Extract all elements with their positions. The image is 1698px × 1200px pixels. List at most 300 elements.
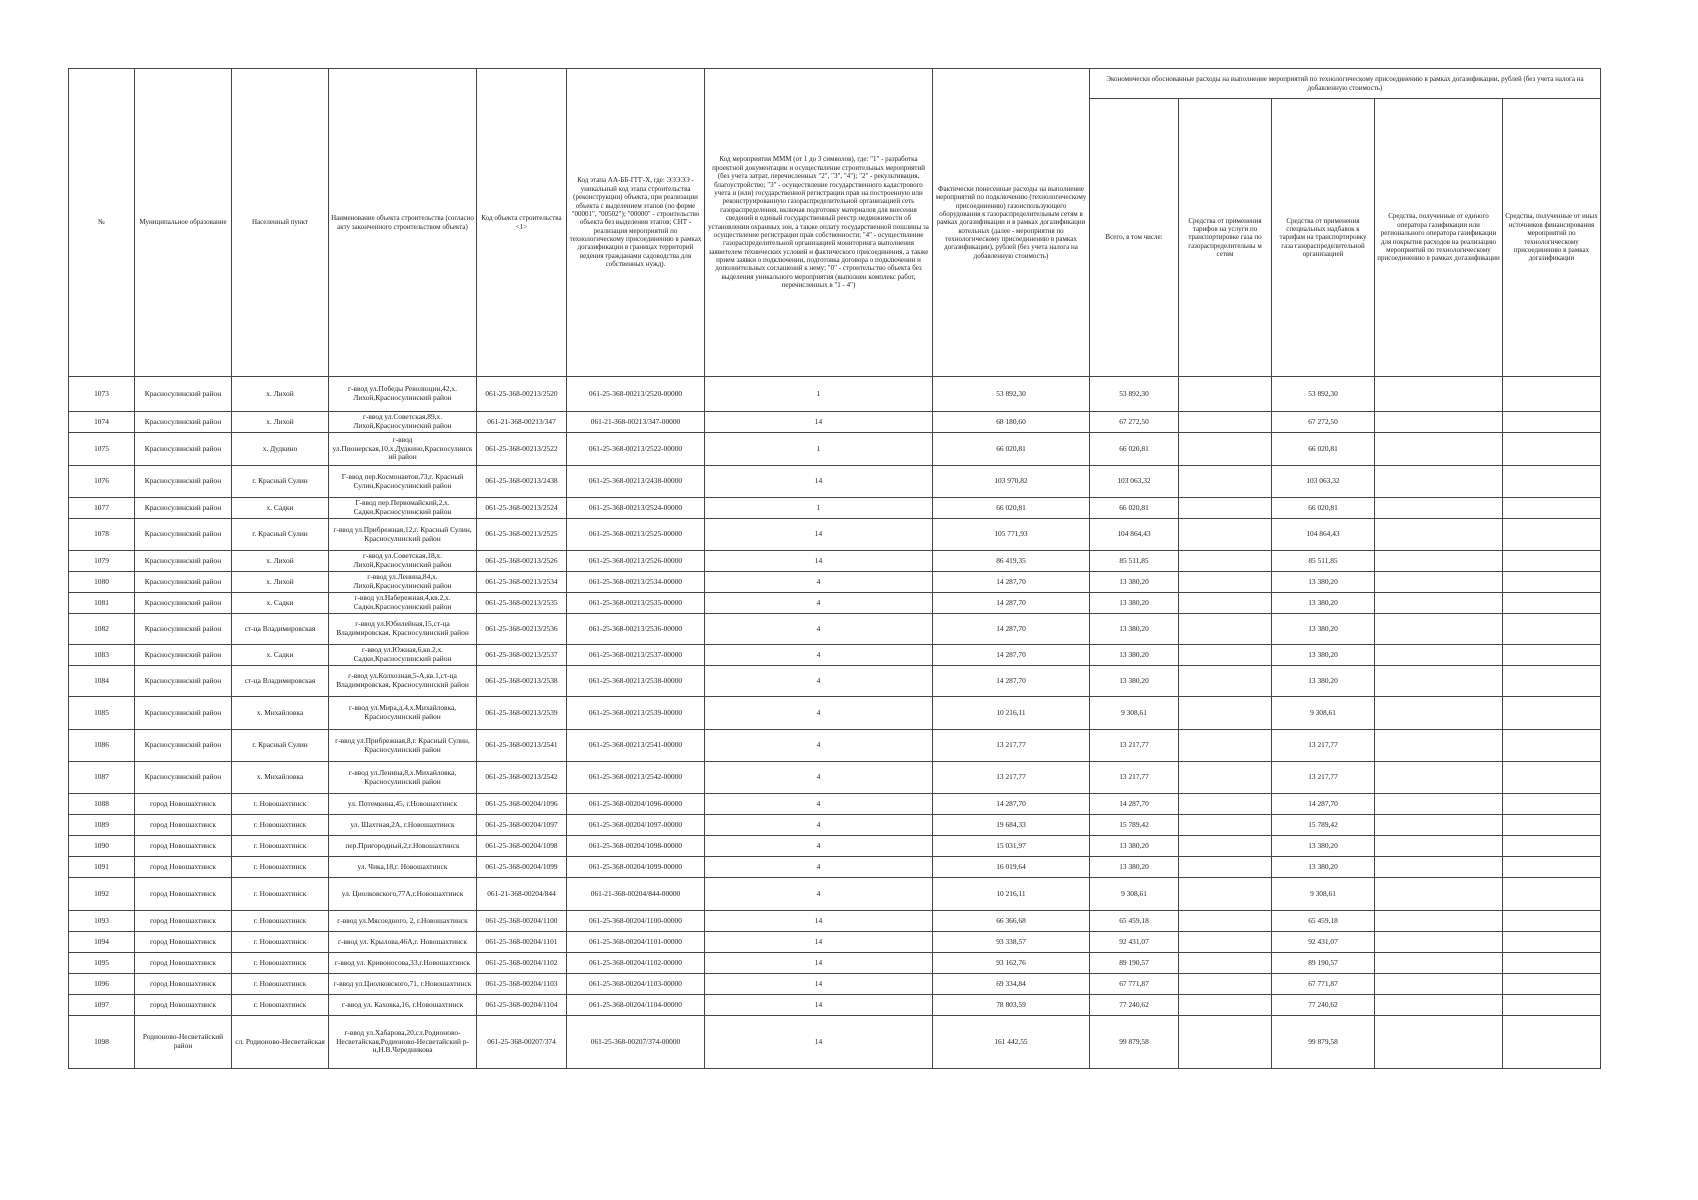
cell-no: 1094	[69, 932, 135, 953]
cell-actual-costs: 19 684,33	[933, 815, 1090, 836]
cell-tariff-funds	[1179, 974, 1272, 995]
cell-object-name: г-ввод ул.Мясоедного, 2, г.Новошахтинск	[329, 911, 477, 932]
cell-total: 13 380,20	[1090, 614, 1179, 645]
cell-actual-costs: 66 020,81	[933, 433, 1090, 466]
cell-stage-code: 061-25-368-00204/1096-00000	[567, 794, 705, 815]
cell-other-funds	[1503, 572, 1601, 593]
cell-total: 13 380,20	[1090, 645, 1179, 666]
cell-no: 1085	[69, 697, 135, 730]
cell-tariff-funds	[1179, 645, 1272, 666]
cell-municipality: город Новошахтинск	[135, 932, 232, 953]
cell-no: 1080	[69, 572, 135, 593]
header-actual-costs: Фактически понесенные расходы на выполнение мероприятий по подключению (технологическому присоединению) газоиспользующего оборудования к газораспределительным сетям в рамках догазификации и в рамках догазификации котельных (далее - мероприятия по технологическому присоединению в рамках догазификации), рублей (без учета налога на добавленную стоимость)	[933, 69, 1090, 377]
cell-actual-costs: 66 020,81	[933, 498, 1090, 519]
cell-tariff-funds	[1179, 932, 1272, 953]
cell-surcharge-funds: 77 240,62	[1272, 995, 1375, 1016]
cell-other-funds	[1503, 932, 1601, 953]
cell-operator-funds	[1375, 412, 1503, 433]
cell-object-code: 061-25-368-00213/2520	[477, 377, 567, 412]
cell-object-name: ул. Шахтная,2А, г.Новошахтинск	[329, 815, 477, 836]
cell-tariff-funds	[1179, 377, 1272, 412]
cell-operator-funds	[1375, 593, 1503, 614]
header-tariff-funds: Средства от применения тарифов на услуги по транспортировке газа по газораспределительны м сетям	[1179, 99, 1272, 377]
cell-stage-code: 061-25-368-00204/1104-00000	[567, 995, 705, 1016]
cell-object-code: 061-25-368-00204/1098	[477, 836, 567, 857]
cell-no: 1098	[69, 1016, 135, 1069]
cell-actual-costs: 69 334,84	[933, 974, 1090, 995]
cell-surcharge-funds: 67 272,50	[1272, 412, 1375, 433]
cell-total: 13 380,20	[1090, 836, 1179, 857]
cell-operator-funds	[1375, 762, 1503, 794]
cell-tariff-funds	[1179, 762, 1272, 794]
table-row	[69, 857, 1601, 878]
cell-event-code: 4	[705, 593, 933, 614]
cell-operator-funds	[1375, 836, 1503, 857]
cell-object-name: г-ввод ул.Советская,18,х. Лихой,Красносулинский район	[329, 551, 477, 572]
cell-municipality: Красносулинский район	[135, 645, 232, 666]
table-row	[69, 974, 1601, 995]
cell-municipality: Родионово-Несветайский район	[135, 1016, 232, 1069]
cell-object-name: ул. Чика,18,г. Новошахтинск	[329, 857, 477, 878]
cell-surcharge-funds: 99 879,58	[1272, 1016, 1375, 1069]
cell-settlement: г. Новошахтинск	[232, 815, 329, 836]
cell-other-funds	[1503, 498, 1601, 519]
header-no: №	[69, 69, 135, 377]
cell-object-name: г-ввод ул.Юбилейная,15,ст-ца Владимировская, Красносулинский район	[329, 614, 477, 645]
cell-operator-funds	[1375, 614, 1503, 645]
cell-no: 1097	[69, 995, 135, 1016]
cell-settlement: г. Новошахтинск	[232, 953, 329, 974]
cell-other-funds	[1503, 666, 1601, 697]
cell-municipality: Красносулинский район	[135, 551, 232, 572]
cell-actual-costs: 68 180,60	[933, 412, 1090, 433]
cell-no: 1074	[69, 412, 135, 433]
cell-object-name: ул. Циолковского,77А,г.Новошахтинск	[329, 878, 477, 911]
cell-settlement: х. Садки	[232, 645, 329, 666]
cell-total: 77 240,62	[1090, 995, 1179, 1016]
cell-other-funds	[1503, 995, 1601, 1016]
cell-other-funds	[1503, 377, 1601, 412]
header-surcharge-funds: Средства от применения специальных надбавок к тарифам на транспортировку газа газораспределительной организацией	[1272, 99, 1375, 377]
cell-settlement: х. Садки	[232, 498, 329, 519]
cell-operator-funds	[1375, 645, 1503, 666]
cell-total: 92 431,07	[1090, 932, 1179, 953]
cell-municipality: город Новошахтинск	[135, 878, 232, 911]
cell-municipality: Красносулинский район	[135, 593, 232, 614]
cell-other-funds	[1503, 645, 1601, 666]
cell-other-funds	[1503, 614, 1601, 645]
cell-total: 13 217,77	[1090, 730, 1179, 762]
cell-operator-funds	[1375, 932, 1503, 953]
cell-event-code: 14	[705, 519, 933, 551]
cell-no: 1084	[69, 666, 135, 697]
cell-municipality: Красносулинский район	[135, 377, 232, 412]
table-row	[69, 412, 1601, 433]
cell-operator-funds	[1375, 666, 1503, 697]
cell-total: 67 272,50	[1090, 412, 1179, 433]
cell-object-code: 061-21-368-00213/347	[477, 412, 567, 433]
cell-total: 66 020,81	[1090, 498, 1179, 519]
cell-stage-code: 061-25-368-00204/1101-00000	[567, 932, 705, 953]
cell-tariff-funds	[1179, 593, 1272, 614]
cell-municipality: Красносулинский район	[135, 762, 232, 794]
cell-stage-code: 061-25-368-00213/2539-00000	[567, 697, 705, 730]
cell-actual-costs: 105 771,93	[933, 519, 1090, 551]
cell-tariff-funds	[1179, 466, 1272, 498]
cell-object-name: г-ввод ул.Мира,д.4,х.Михайловка, Красносулинский район	[329, 697, 477, 730]
cell-actual-costs: 14 287,70	[933, 666, 1090, 697]
cell-settlement: г. Красный Сулин	[232, 466, 329, 498]
cell-event-code: 4	[705, 878, 933, 911]
cell-municipality: Красносулинский район	[135, 519, 232, 551]
cell-actual-costs: 10 216,11	[933, 878, 1090, 911]
cell-stage-code: 061-25-368-00213/2524-00000	[567, 498, 705, 519]
cell-no: 1075	[69, 433, 135, 466]
cell-municipality: Красносулинский район	[135, 498, 232, 519]
cell-actual-costs: 161 442,55	[933, 1016, 1090, 1069]
cell-total: 9 308,61	[1090, 697, 1179, 730]
cell-operator-funds	[1375, 794, 1503, 815]
cell-surcharge-funds: 15 789,42	[1272, 815, 1375, 836]
table-row	[69, 498, 1601, 519]
cell-surcharge-funds: 103 063,32	[1272, 466, 1375, 498]
cell-object-code: 061-25-368-00213/2438	[477, 466, 567, 498]
cell-municipality: Красносулинский район	[135, 697, 232, 730]
cell-tariff-funds	[1179, 730, 1272, 762]
cell-object-code: 061-25-368-00213/2536	[477, 614, 567, 645]
cell-no: 1092	[69, 878, 135, 911]
cell-object-name: г-ввод ул.Победы Революции,42,х. Лихой,Красносулинский район	[329, 377, 477, 412]
cell-object-code: 061-25-368-00213/2539	[477, 697, 567, 730]
cell-actual-costs: 93 162,76	[933, 953, 1090, 974]
table-row	[69, 911, 1601, 932]
cell-event-code: 14	[705, 974, 933, 995]
cell-object-code: 061-25-368-00213/2537	[477, 645, 567, 666]
cell-surcharge-funds: 13 217,77	[1272, 762, 1375, 794]
header-settlement: Населенный пункт	[232, 69, 329, 377]
cell-no: 1079	[69, 551, 135, 572]
cell-event-code: 1	[705, 377, 933, 412]
cell-operator-funds	[1375, 995, 1503, 1016]
cell-total: 53 892,30	[1090, 377, 1179, 412]
cell-stage-code: 061-25-368-00213/2522-00000	[567, 433, 705, 466]
cell-actual-costs: 66 366,68	[933, 911, 1090, 932]
cell-no: 1089	[69, 815, 135, 836]
cell-object-code: 061-25-368-00204/1099	[477, 857, 567, 878]
cell-event-code: 1	[705, 498, 933, 519]
cell-operator-funds	[1375, 498, 1503, 519]
cell-surcharge-funds: 104 864,43	[1272, 519, 1375, 551]
cell-object-name: г-ввод ул. Каховка,16, г.Новошахтинск	[329, 995, 477, 1016]
cell-other-funds	[1503, 974, 1601, 995]
cell-no: 1081	[69, 593, 135, 614]
cell-operator-funds	[1375, 377, 1503, 412]
cell-object-code: 061-25-368-00213/2525	[477, 519, 567, 551]
cell-object-name: г-ввод ул.Набережная,4,кв.2,х. Садки,Красносулинский район	[329, 593, 477, 614]
cell-municipality: город Новошахтинск	[135, 794, 232, 815]
header-municipality: Муниципальное образование	[135, 69, 232, 377]
cell-stage-code: 061-25-368-00213/2534-00000	[567, 572, 705, 593]
cell-tariff-funds	[1179, 519, 1272, 551]
cell-event-code: 4	[705, 730, 933, 762]
cell-other-funds	[1503, 836, 1601, 857]
cell-tariff-funds	[1179, 857, 1272, 878]
cell-other-funds	[1503, 466, 1601, 498]
cell-stage-code: 061-25-368-00213/2520-00000	[567, 377, 705, 412]
cell-event-code: 4	[705, 697, 933, 730]
cell-stage-code: 061-25-368-00213/2525-00000	[567, 519, 705, 551]
cell-tariff-funds	[1179, 412, 1272, 433]
cell-municipality: Красносулинский район	[135, 433, 232, 466]
cell-actual-costs: 14 287,70	[933, 572, 1090, 593]
cell-actual-costs: 13 217,77	[933, 762, 1090, 794]
cell-event-code: 4	[705, 614, 933, 645]
cell-stage-code: 061-25-368-00213/2535-00000	[567, 593, 705, 614]
cell-operator-funds	[1375, 878, 1503, 911]
cell-settlement: г. Новошахтинск	[232, 836, 329, 857]
cell-object-code: 061-25-368-00204/1097	[477, 815, 567, 836]
table-row	[69, 1016, 1601, 1069]
cell-other-funds	[1503, 815, 1601, 836]
cell-object-name: Г-ввод пер.Космонавтов,73,г. Красный Сулин,Красносулинский район	[329, 466, 477, 498]
cell-other-funds	[1503, 519, 1601, 551]
header-other-funds: Средства, полученные от иных источников финансирования мероприятий по технологическому присоединению в рамках догазификации	[1503, 99, 1601, 377]
cell-surcharge-funds: 13 380,20	[1272, 645, 1375, 666]
cell-operator-funds	[1375, 911, 1503, 932]
cell-surcharge-funds: 13 380,20	[1272, 836, 1375, 857]
cell-municipality: город Новошахтинск	[135, 995, 232, 1016]
cell-surcharge-funds: 13 380,20	[1272, 666, 1375, 697]
cell-total: 14 287,70	[1090, 794, 1179, 815]
cell-no: 1087	[69, 762, 135, 794]
cell-other-funds	[1503, 762, 1601, 794]
cell-no: 1091	[69, 857, 135, 878]
cell-surcharge-funds: 13 380,20	[1272, 593, 1375, 614]
table-row	[69, 433, 1601, 466]
cell-event-code: 14	[705, 995, 933, 1016]
cell-operator-funds	[1375, 466, 1503, 498]
cell-object-code: 061-25-368-00204/1100	[477, 911, 567, 932]
table-row	[69, 953, 1601, 974]
cell-settlement: г. Новошахтинск	[232, 932, 329, 953]
table-row	[69, 932, 1601, 953]
cell-total: 13 217,77	[1090, 762, 1179, 794]
cell-tariff-funds	[1179, 953, 1272, 974]
cell-municipality: Красносулинский район	[135, 412, 232, 433]
table-row	[69, 730, 1601, 762]
cell-total: 103 063,32	[1090, 466, 1179, 498]
cell-tariff-funds	[1179, 815, 1272, 836]
cell-other-funds	[1503, 1016, 1601, 1069]
cell-object-name: г-ввод ул.Прибрежная,8,г. Красный Сулин, Красносулинский район	[329, 730, 477, 762]
cell-total: 104 864,43	[1090, 519, 1179, 551]
cell-actual-costs: 14 287,70	[933, 614, 1090, 645]
cell-object-code: 061-25-368-00204/1096	[477, 794, 567, 815]
cell-other-funds	[1503, 953, 1601, 974]
cell-municipality: город Новошахтинск	[135, 815, 232, 836]
cell-event-code: 4	[705, 645, 933, 666]
cell-event-code: 1	[705, 433, 933, 466]
cell-object-name: г-ввод ул.Колхозная,5-А,кв.1,ст-ца Владимировская, Красносулинский район	[329, 666, 477, 697]
table-row	[69, 762, 1601, 794]
cell-settlement: ст-ца Владимировская	[232, 614, 329, 645]
cell-operator-funds	[1375, 974, 1503, 995]
cell-event-code: 4	[705, 572, 933, 593]
cell-actual-costs: 78 803,59	[933, 995, 1090, 1016]
cell-municipality: город Новошахтинск	[135, 974, 232, 995]
cell-settlement: г. Новошахтинск	[232, 794, 329, 815]
cell-other-funds	[1503, 593, 1601, 614]
cell-operator-funds	[1375, 857, 1503, 878]
gasification-costs-table	[68, 68, 1601, 1069]
table-row	[69, 593, 1601, 614]
cell-operator-funds	[1375, 730, 1503, 762]
cell-object-name: г-ввод ул.Пионерская,10,х.Дудкино,Красносулинский район	[329, 433, 477, 466]
cell-settlement: х. Лихой	[232, 377, 329, 412]
cell-surcharge-funds: 9 308,61	[1272, 697, 1375, 730]
cell-surcharge-funds: 53 892,30	[1272, 377, 1375, 412]
cell-actual-costs: 14 287,70	[933, 645, 1090, 666]
cell-tariff-funds	[1179, 794, 1272, 815]
cell-operator-funds	[1375, 519, 1503, 551]
cell-stage-code: 061-25-368-00213/2438-00000	[567, 466, 705, 498]
header-stage-code: Код этапа АА-ББ-ГГГ-Х, где: ЭЭЭЭЭ - уникальный код этапа строительства (реконструкции) объекта, при реализации объекта с выделением этапов (по форме "00001", "00502"); "00000" - строительство объекта без выделения этапов; СНТ - реализация мероприятий по технологическому присоединению в рамках догазификации в границах территорий ведения гражданами садоводства для собственных нужд).	[567, 69, 705, 377]
cell-total: 9 308,61	[1090, 878, 1179, 911]
cell-total: 13 380,20	[1090, 572, 1179, 593]
cell-other-funds	[1503, 551, 1601, 572]
table-row	[69, 666, 1601, 697]
cell-settlement: сл. Родионово-Несветайская	[232, 1016, 329, 1069]
cell-object-code: 061-25-368-00204/1104	[477, 995, 567, 1016]
cell-no: 1082	[69, 614, 135, 645]
cell-object-name: г-ввод ул. Кривоносова,33,г.Новошахтинск	[329, 953, 477, 974]
cell-actual-costs: 13 217,77	[933, 730, 1090, 762]
cell-surcharge-funds: 13 380,20	[1272, 614, 1375, 645]
cell-object-code: 061-25-368-00213/2526	[477, 551, 567, 572]
cell-object-name: г-ввод ул.Ленина,84,х. Лихой,Красносулинский район	[329, 572, 477, 593]
cell-settlement: х. Дудкино	[232, 433, 329, 466]
cell-object-code: 061-25-368-00207/374	[477, 1016, 567, 1069]
table-row	[69, 645, 1601, 666]
table-row	[69, 614, 1601, 645]
cell-event-code: 14	[705, 412, 933, 433]
cell-stage-code: 061-25-368-00213/2526-00000	[567, 551, 705, 572]
cell-surcharge-funds: 66 020,81	[1272, 433, 1375, 466]
cell-stage-code: 061-25-368-00204/1100-00000	[567, 911, 705, 932]
cell-actual-costs: 103 970,82	[933, 466, 1090, 498]
cell-object-name: г-ввод ул.Прибрежная,12,г. Красный Сулин, Красносулинский район	[329, 519, 477, 551]
cell-other-funds	[1503, 911, 1601, 932]
cell-event-code: 14	[705, 1016, 933, 1069]
cell-total: 66 020,81	[1090, 433, 1179, 466]
cell-settlement: х. Садки	[232, 593, 329, 614]
cell-surcharge-funds: 65 459,18	[1272, 911, 1375, 932]
cell-settlement: г. Новошахтинск	[232, 974, 329, 995]
table-header	[69, 69, 1601, 377]
cell-object-name: г-ввод ул.Советская,89,х. Лихой,Красносулинский район	[329, 412, 477, 433]
cell-event-code: 14	[705, 932, 933, 953]
cell-tariff-funds	[1179, 836, 1272, 857]
cell-event-code: 4	[705, 836, 933, 857]
table-row	[69, 377, 1601, 412]
cell-surcharge-funds: 14 287,70	[1272, 794, 1375, 815]
cell-surcharge-funds: 67 771,87	[1272, 974, 1375, 995]
cell-actual-costs: 14 287,70	[933, 593, 1090, 614]
cell-object-code: 061-25-368-00213/2535	[477, 593, 567, 614]
header-object-code: Код объекта строительства <1>	[477, 69, 567, 377]
cell-tariff-funds	[1179, 572, 1272, 593]
table-row	[69, 794, 1601, 815]
cell-municipality: город Новошахтинск	[135, 857, 232, 878]
cell-object-code: 061-21-368-00204/844	[477, 878, 567, 911]
cell-total: 13 380,20	[1090, 593, 1179, 614]
cell-municipality: город Новошахтинск	[135, 953, 232, 974]
cell-settlement: г. Новошахтинск	[232, 911, 329, 932]
cell-tariff-funds	[1179, 911, 1272, 932]
table-row	[69, 572, 1601, 593]
cell-event-code: 4	[705, 815, 933, 836]
cell-stage-code: 061-25-368-00213/2538-00000	[567, 666, 705, 697]
cell-total: 67 771,87	[1090, 974, 1179, 995]
cell-event-code: 14	[705, 911, 933, 932]
cell-actual-costs: 15 031,97	[933, 836, 1090, 857]
cell-tariff-funds	[1179, 1016, 1272, 1069]
cell-object-name: пер.Пригородный,2,г.Новошахтинск	[329, 836, 477, 857]
cell-stage-code: 061-25-368-00213/2536-00000	[567, 614, 705, 645]
cell-object-code: 061-25-368-00213/2541	[477, 730, 567, 762]
cell-object-code: 061-25-368-00204/1103	[477, 974, 567, 995]
cell-surcharge-funds: 85 511,85	[1272, 551, 1375, 572]
header-econ-group: Экономически обоснованные расходы на выполнение мероприятий по технологическому присоединению в рамках догазификации, рублей (без учета налога на добавленную стоимость)	[1090, 69, 1601, 99]
cell-surcharge-funds: 9 308,61	[1272, 878, 1375, 911]
cell-object-name: Г-ввод пер.Первомайский,2,х. Садки,Красносулинский район	[329, 498, 477, 519]
cell-stage-code: 061-25-368-00204/1102-00000	[567, 953, 705, 974]
cell-object-code: 061-25-368-00213/2542	[477, 762, 567, 794]
cell-municipality: Красносулинский район	[135, 572, 232, 593]
cell-operator-funds	[1375, 815, 1503, 836]
cell-actual-costs: 16 019,64	[933, 857, 1090, 878]
table-row	[69, 878, 1601, 911]
cell-other-funds	[1503, 412, 1601, 433]
cell-tariff-funds	[1179, 551, 1272, 572]
cell-other-funds	[1503, 433, 1601, 466]
cell-event-code: 4	[705, 857, 933, 878]
cell-other-funds	[1503, 857, 1601, 878]
cell-object-name: г-ввод ул.Хабарова,20,сл.Родионово-Несветайская,Родионово-Несветайский р-н,Н.В.Чередникова	[329, 1016, 477, 1069]
cell-total: 99 879,58	[1090, 1016, 1179, 1069]
table-body	[69, 377, 1601, 1069]
table-row	[69, 697, 1601, 730]
header-operator-funds: Средства, полученные от единого оператора газификации или регионального оператора газификации для покрытия расходов на реализацию мероприятий по технологическому присоединению в рамках догазификации	[1375, 99, 1503, 377]
cell-tariff-funds	[1179, 995, 1272, 1016]
cell-object-name: г-ввод ул.Циолковского,71, г.Новошахтинск	[329, 974, 477, 995]
cell-actual-costs: 86 419,35	[933, 551, 1090, 572]
cell-actual-costs: 14 287,70	[933, 794, 1090, 815]
cell-other-funds	[1503, 697, 1601, 730]
cell-settlement: х. Михайловка	[232, 762, 329, 794]
cell-no: 1078	[69, 519, 135, 551]
cell-settlement: г. Новошахтинск	[232, 857, 329, 878]
cell-object-code: 061-25-368-00204/1101	[477, 932, 567, 953]
cell-object-name: ул. Потемкина,45, г.Новошахтинск	[329, 794, 477, 815]
cell-stage-code: 061-25-368-00213/2541-00000	[567, 730, 705, 762]
cell-other-funds	[1503, 794, 1601, 815]
cell-stage-code: 061-21-368-00204/844-00000	[567, 878, 705, 911]
cell-other-funds	[1503, 730, 1601, 762]
cell-event-code: 4	[705, 794, 933, 815]
cell-surcharge-funds: 92 431,07	[1272, 932, 1375, 953]
cell-object-code: 061-25-368-00213/2524	[477, 498, 567, 519]
